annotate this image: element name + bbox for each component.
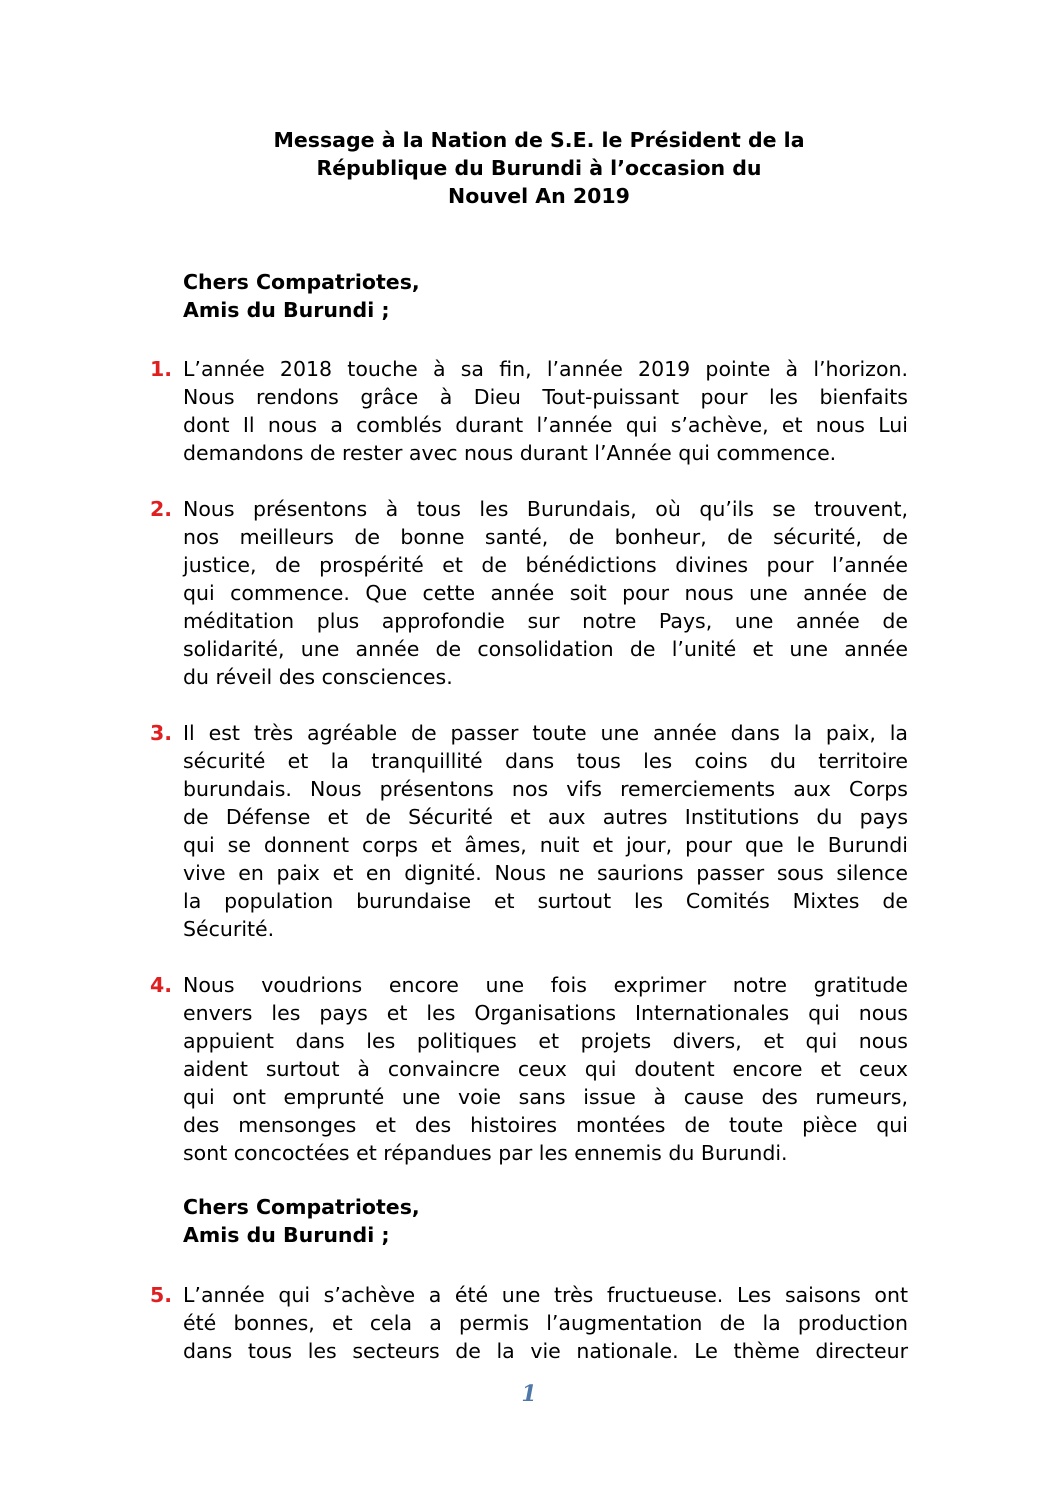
- text-line: la population burundaise et surtout les Comités Mixtes de: [183, 889, 908, 913]
- text-line: de Défense et de Sécurité et aux autres Institutions du pays: [183, 805, 908, 829]
- page-number: 1: [521, 1381, 537, 1407]
- paragraph-text: [183, 355, 908, 467]
- paragraph-number: 4.: [150, 973, 173, 997]
- salutation-line: Chers Compatriotes,: [183, 1195, 420, 1219]
- text-line: des mensonges et des histoires montées de toute pièce qui: [183, 1113, 908, 1137]
- paragraph-text: [183, 495, 908, 691]
- text-line: justice, de prospérité et de bénédictions divines pour l’année: [183, 553, 908, 577]
- text-line: du réveil des consciences.: [183, 665, 453, 689]
- paragraph-text: [183, 719, 908, 943]
- text-line: qui ont emprunté une voie sans issue à cause des rumeurs,: [183, 1085, 908, 1109]
- text-line: nos meilleurs de bonne santé, de bonheur, de sécurité, de: [183, 525, 908, 549]
- salutation-line: Amis du Burundi ;: [183, 1223, 390, 1247]
- text-line: Nous rendons grâce à Dieu Tout-puissant pour les bienfaits: [183, 385, 908, 409]
- text-line: sécurité et la tranquillité dans tous les coins du territoire: [183, 749, 908, 773]
- text-line: sont concoctées et répandues par les ennemis du Burundi.: [183, 1141, 788, 1165]
- text-line: demandons de rester avec nous durant l’Année qui commence.: [183, 441, 837, 465]
- text-line: solidarité, une année de consolidation de l’unité et une année: [183, 637, 908, 661]
- paragraph-number: 3.: [150, 721, 173, 745]
- title-line: Message à la Nation de S.E. le Président de la: [273, 128, 805, 152]
- text-line: méditation plus approfondie sur notre Pays, une année de: [183, 609, 908, 633]
- text-line: appuient dans les politiques et projets divers, et qui nous: [183, 1029, 908, 1053]
- title-line: Nouvel An 2019: [448, 184, 630, 208]
- text-line: Nous voudrions encore une fois exprimer notre gratitude: [183, 973, 908, 997]
- text-line: L’année qui s’achève a été une très fructueuse. Les saisons ont: [183, 1283, 908, 1307]
- salutation: [183, 268, 420, 324]
- document-title: [120, 126, 958, 210]
- paragraph-number: 1.: [150, 357, 173, 381]
- text-line: burundais. Nous présentons nos vifs remerciements aux Corps: [183, 777, 908, 801]
- paragraph-number: 5.: [150, 1283, 173, 1307]
- salutation-line: Amis du Burundi ;: [183, 298, 390, 322]
- paragraph-text: [183, 971, 908, 1167]
- text-line: envers les pays et les Organisations Internationales qui nous: [183, 1001, 908, 1025]
- paragraph-text: [183, 1281, 908, 1365]
- text-line: Il est très agréable de passer toute une année dans la paix, la: [183, 721, 908, 745]
- salutation: [183, 1193, 420, 1249]
- text-line: été bonnes, et cela a permis l’augmentation de la production: [183, 1311, 908, 1335]
- title-line: République du Burundi à l’occasion du: [316, 156, 762, 180]
- text-line: L’année 2018 touche à sa fin, l’année 2019 pointe à l’horizon.: [183, 357, 908, 381]
- text-line: qui se donnent corps et âmes, nuit et jour, pour que le Burundi: [183, 833, 908, 857]
- text-line: vive en paix et en dignité. Nous ne saurions passer sous silence: [183, 861, 908, 885]
- text-line: aident surtout à convaincre ceux qui doutent encore et ceux: [183, 1057, 908, 1081]
- text-line: Nous présentons à tous les Burundais, où qu’ils se trouvent,: [183, 497, 908, 521]
- text-line: qui commence. Que cette année soit pour nous une année de: [183, 581, 908, 605]
- text-line: dont Il nous a comblés durant l’année qui s’achève, et nous Lui: [183, 413, 908, 437]
- text-line: Sécurité.: [183, 917, 275, 941]
- salutation-line: Chers Compatriotes,: [183, 270, 420, 294]
- paragraph-number: 2.: [150, 497, 173, 521]
- text-line: dans tous les secteurs de la vie nationale. Le thème directeur: [183, 1339, 908, 1363]
